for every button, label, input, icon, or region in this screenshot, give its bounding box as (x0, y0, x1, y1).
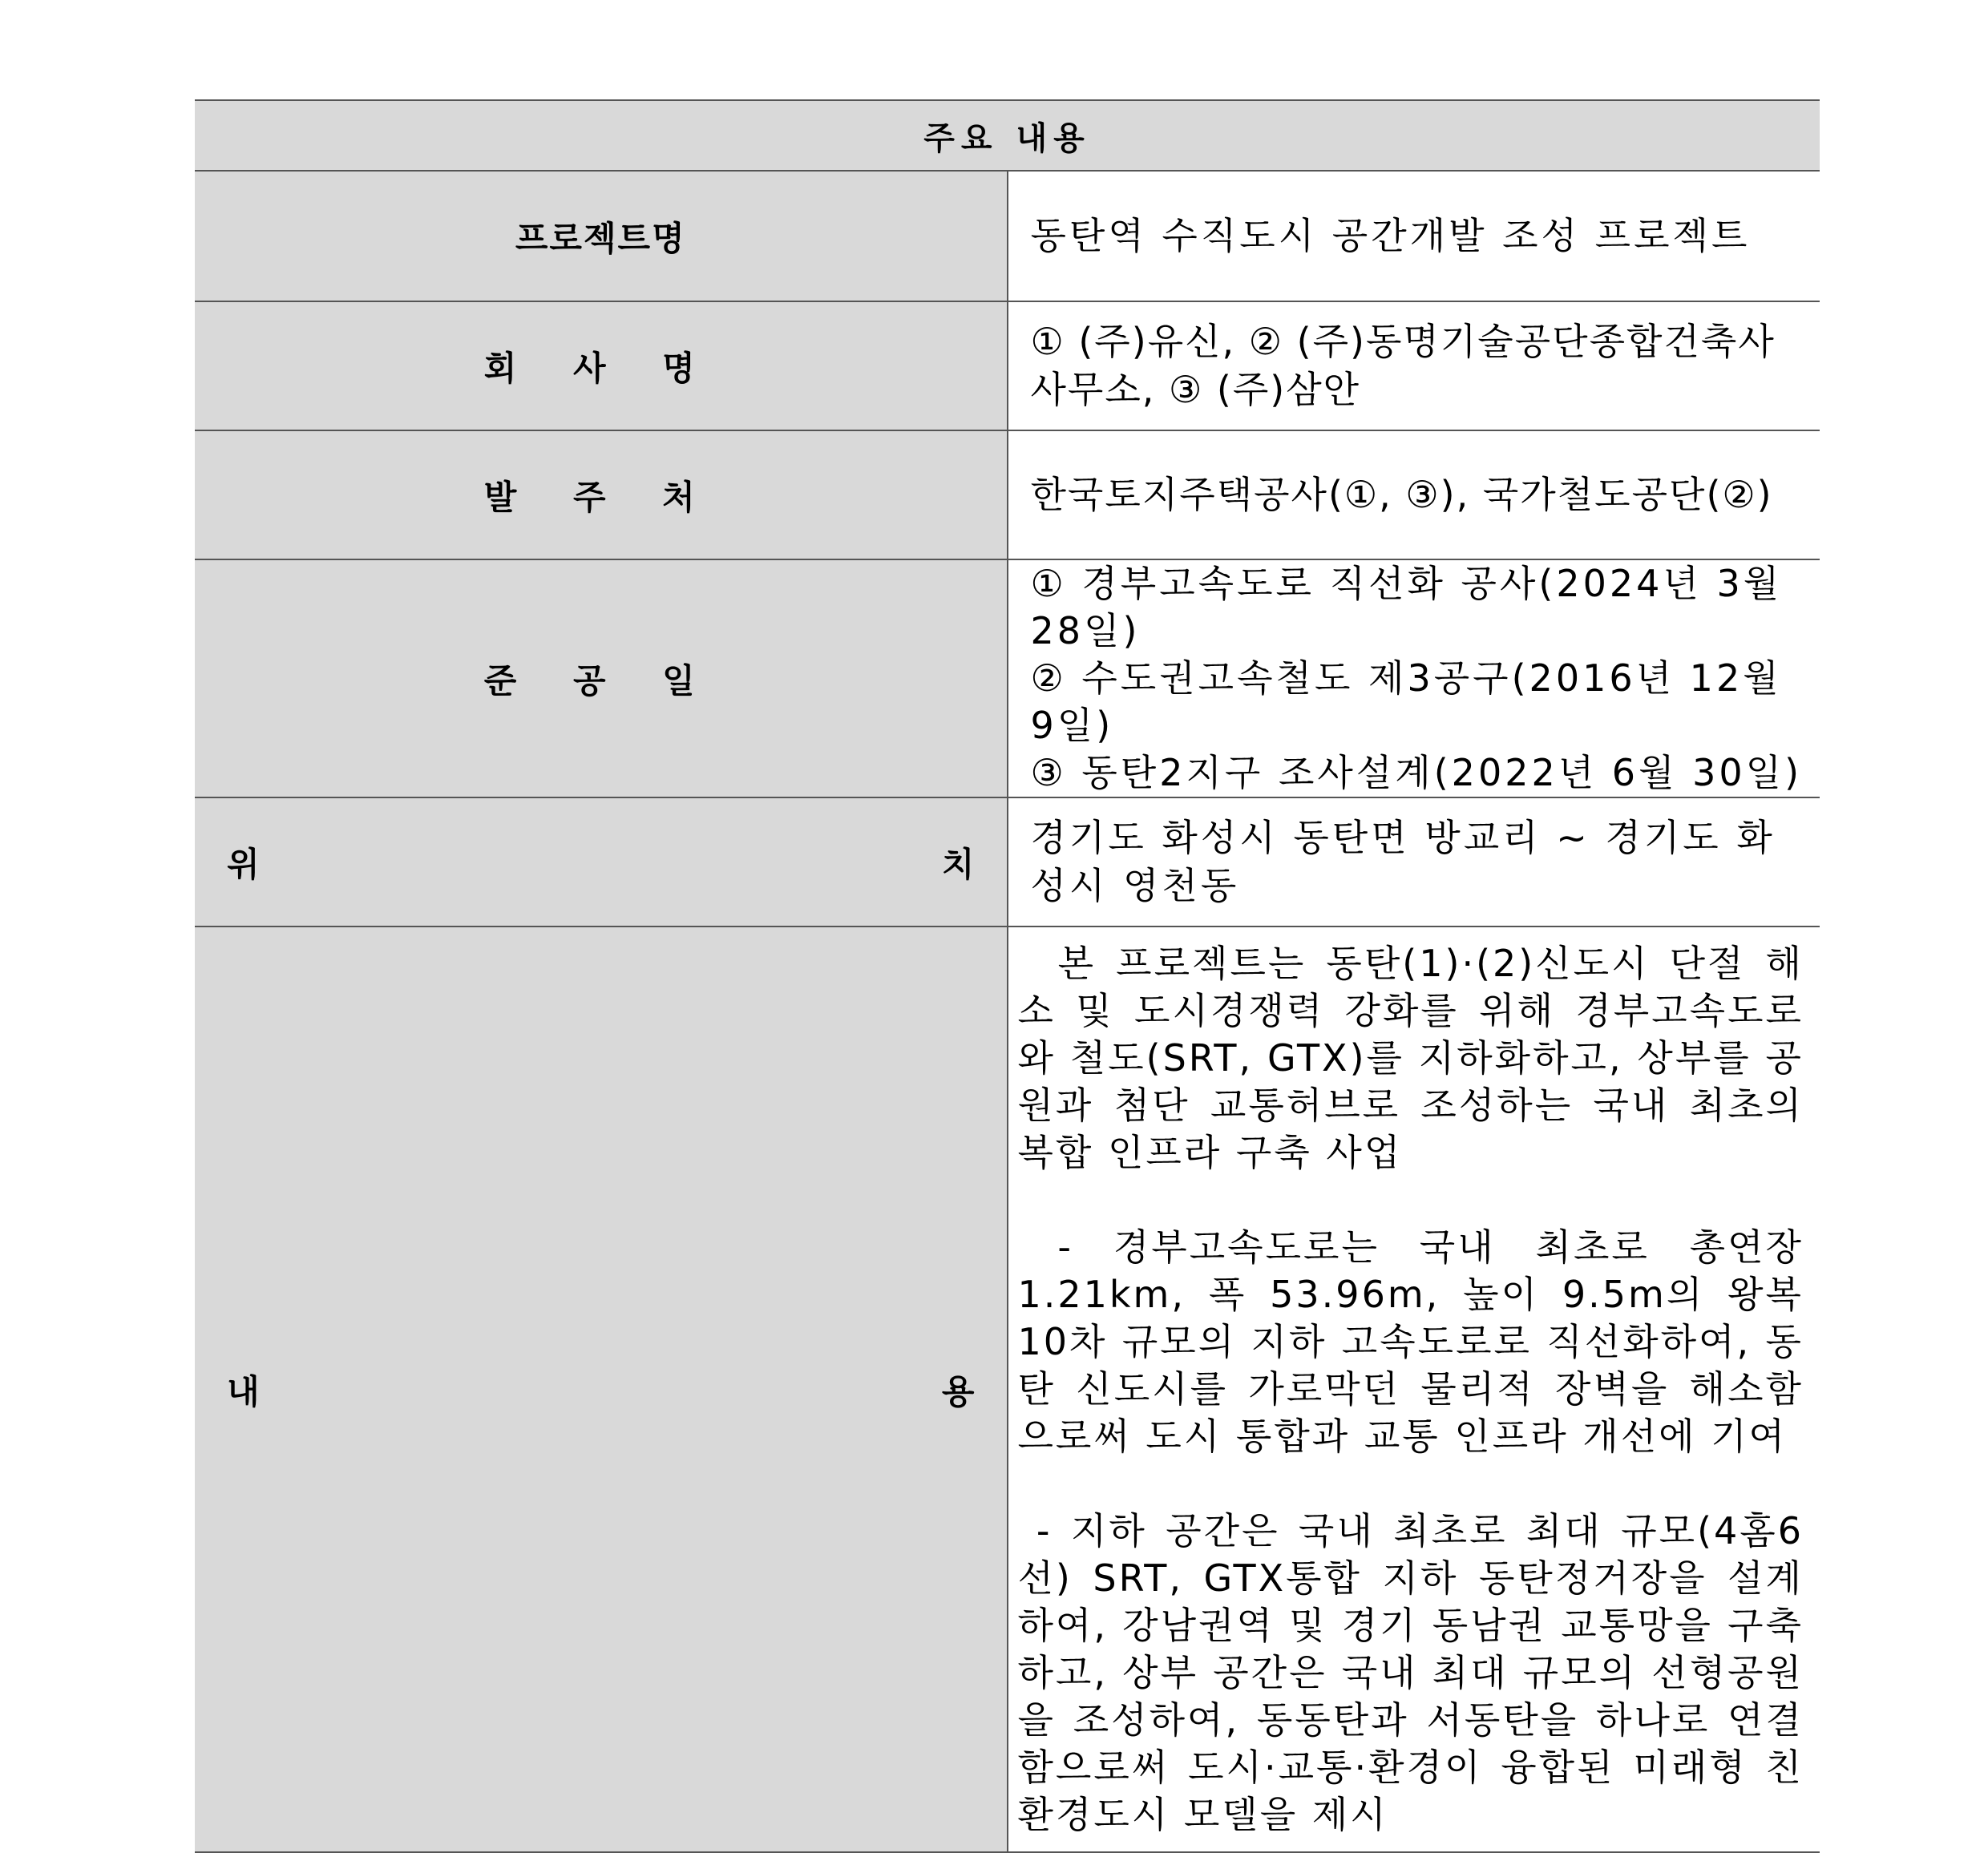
completion-date-item-1: ① 경부고속도로 직선화 공사(2024년 3월 28일) (1030, 562, 1783, 652)
table-row-client (195, 430, 1820, 559)
table-row-location (195, 797, 1820, 926)
location-label (195, 797, 1008, 926)
project-name-value: 동탄역 수직도시 공간개발 조성 프로젝트 (1008, 171, 1820, 301)
content-paragraph-2: - 경부고속도로는 국내 최초로 총연장 1.21km, 폭 53.96m, 높이 9.5m의 왕복 10차 규모의 지하 고속도로로 직선화하여, 동탄 신도시를 가로막던 물리적 장벽을 해소함으로써 도시 통합과 교통 인프라 개선에 기여 (1017, 1225, 1818, 1458)
main-info-table (195, 99, 1820, 1853)
content-paragraph-1: 본 프로젝트는 동탄(1)·(2)신도시 단절 해소 및 도시경쟁력 강화를 위해 경부고속도로와 철도(SRT, GTX)를 지하화하고, 상부를 공원과 첨단 교통허브로 조성하는 국내 최초의 복합 인프라 구축 사업 (1017, 942, 1818, 1174)
completion-date-list (1008, 559, 1820, 797)
table-header: 주요 내용 (195, 100, 1820, 171)
content-label-right: 용 (941, 1371, 975, 1411)
table-row-content (195, 926, 1820, 1852)
location-label-left: 위 (227, 844, 260, 884)
completion-date-label: 준 공 일 (195, 559, 1008, 797)
project-name-label: 프로젝트명 (195, 171, 1008, 301)
completion-date-item-2: ② 수도권고속철도 제3공구(2016년 12월 9일) (1030, 656, 1782, 747)
content-description (1008, 926, 1820, 1852)
company-name-label: 회 사 명 (195, 301, 1008, 430)
content-label (195, 926, 1008, 1852)
location-label-right: 치 (941, 844, 975, 884)
client-label: 발 주 처 (195, 430, 1008, 559)
table-row-project (195, 171, 1820, 301)
table-row-completion (195, 559, 1820, 797)
completion-date-item-3: ③ 동탄2지구 조사설계(2022년 6월 30일) (1030, 751, 1803, 794)
company-name-value: ① (주)유신, ② (주)동명기술공단종합건축사사무소, ③ (주)삼안 (1008, 301, 1820, 430)
client-value: 한국토지주택공사(①, ③), 국가철도공단(②) (1008, 430, 1820, 559)
content-paragraph-3: - 지하 공간은 국내 최초로 최대 규모(4홈6선) SRT, GTX통합 지하 동탄정거장을 설계하여, 강남권역 및 경기 동남권 교통망을 구축하고, 상부 공간은 국내 최대 규모의 선형공원을 조성하여, 동동탄과 서동탄을 하나로 연결함으로써 도시·교통·환경이 융합된 미래형 친환경도시 모델을 제시 (1017, 1509, 1804, 1836)
location-value: 경기도 화성시 동탄면 방교리 ~ 경기도 화성시 영천동 (1008, 797, 1820, 926)
content-label-left: 내 (227, 1371, 260, 1411)
table-row-company (195, 301, 1820, 430)
